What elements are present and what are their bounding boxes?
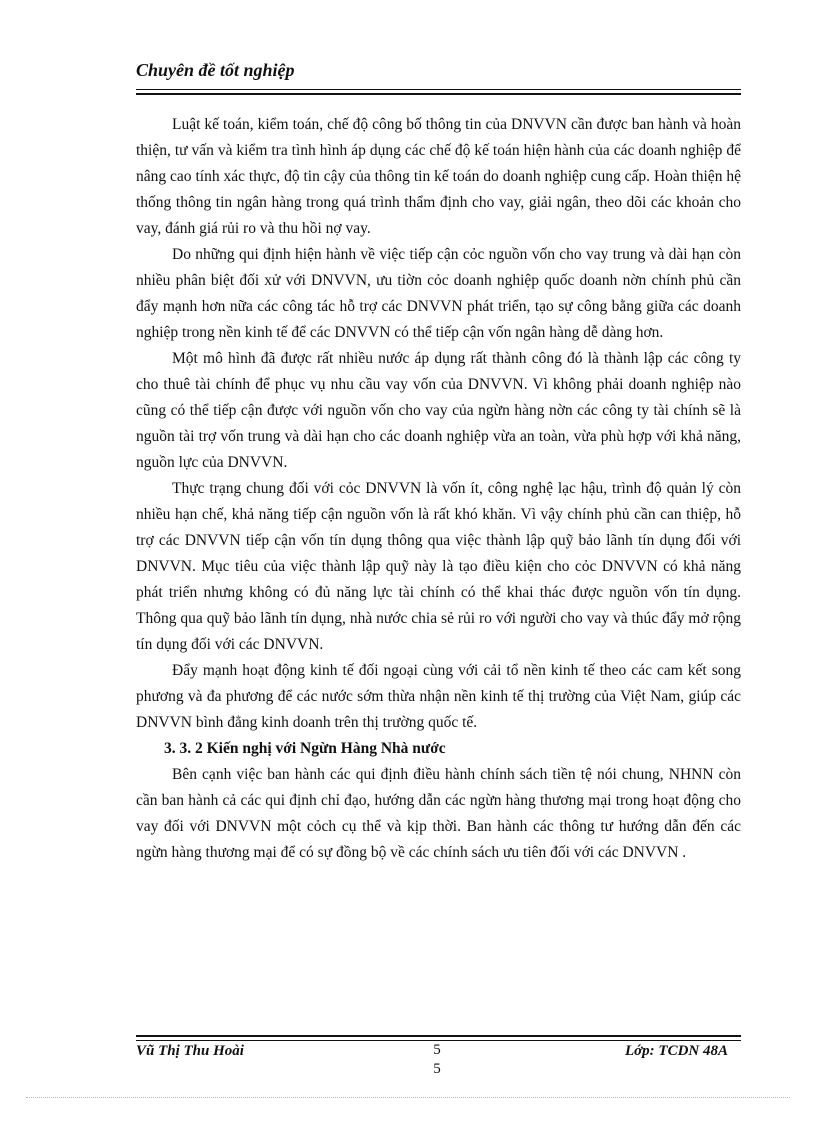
header-rule-thick	[136, 93, 741, 95]
document-header-title: Chuyên đề tốt nghiệp	[136, 60, 295, 80]
footer-class-label: Lớp: TCDN 48A	[624, 1043, 728, 1059]
header-rule-thin	[136, 89, 741, 90]
section-heading: 3. 3. 2 Kiến nghị với Ngừn Hàng Nhà nước	[164, 740, 446, 757]
page-edge-divider	[26, 1097, 790, 1098]
footer-page-number	[431, 1041, 443, 1079]
page-number-line: 5	[433, 1061, 441, 1077]
body-paragraph: Luật kế toán, kiểm toán, chế độ công bố thông tin của DNVVN cần được ban hành và hoàn thiện, tư vấn và kiểm tra tình hình áp dụng các chế độ kế toán hiện hành của các doanh nghiệp để nâng cao tính xác thực, độ tin cậy của thông tin kế toán do doanh nghiệp cung cấp. Hoàn thiện hệ thống thông tin ngân hàng trong quá trình thẩm định cho vay, giải ngân, theo dõi các khoản cho vay, đánh giá rủi ro và thu hồi nợ vay.	[136, 116, 741, 237]
page-number-line: 5	[433, 1042, 441, 1058]
body-paragraph: Một mô hình đã được rất nhiều nước áp dụng rất thành công đó là thành lập các công ty cho thuê tài chính để phục vụ nhu cầu vay vốn của DNVVN. Vì không phải doanh nghiệp nào cũng có thể tiếp cận được với nguồn vốn cho vay của ngừn hàng nờn các công ty tài chính sẽ là nguồn tài trợ vốn trung và dài hạn cho các doanh nghiệp vừa an toàn, vừa phù hợp với khả năng, nguồn lực của DNVVN.	[136, 350, 741, 471]
footer-author-name: Vũ Thị Thu Hoài	[136, 1043, 244, 1059]
body-paragraph: Đẩy mạnh hoạt động kinh tế đối ngoại cùng với cải tổ nền kinh tế theo các cam kết song phương và đa phương để các nước sớm thừa nhận nền kinh tế thị trường của Việt Nam, giúp các DNVVN bình đẳng kinh doanh trên thị trường quốc tế.	[136, 662, 741, 731]
body-paragraph: Do những qui định hiện hành về việc tiếp cận cỏc nguồn vốn cho vay trung và dài hạn còn nhiều phân biệt đối xử với DNVVN, ưu tiờn cỏc doanh nghiệp quốc doanh nờn chính phủ cần đẩy mạnh hơn nữa các công tác hỗ trợ các DNVVN phát triển, tạo sự công bằng giữa các doanh nghiệp trong nền kinh tế để các DNVVN có thể tiếp cận vốn ngân hàng dễ dàng hơn.	[136, 246, 741, 341]
footer-rule-thick	[136, 1035, 741, 1037]
document-body	[136, 112, 741, 866]
body-paragraph: Bên cạnh việc ban hành các qui định điều hành chính sách tiền tệ nói chung, NHNN còn cần ban hành cả các qui định chỉ đạo, hướng dẫn các ngừn hàng thương mại trong hoạt động cho vay đối với DNVVN một cỏch cụ thể và kịp thời. Ban hành các thông tư hướng dẫn đến các ngừn hàng thương mại để có sự đồng bộ về các chính sách ưu tiên đối với các DNVVN .	[136, 766, 741, 861]
body-paragraph: Thực trạng chung đối với cỏc DNVVN là vốn ít, công nghệ lạc hậu, trình độ quản lý còn nhiều hạn chế, khả năng tiếp cận nguồn vốn là rất khó khăn. Vì vậy chính phủ cần can thiệp, hỗ trợ các DNVVN tiếp cận vốn tín dụng thông qua việc thành lập quỹ bảo lãnh tín dụng đối với DNVVN. Mục tiêu của việc thành lập quỹ này là tạo điều kiện cho cỏc DNVVN có khả năng phát triển nhưng không có đủ năng lực tài chính có thể khai thác được nguồn vốn tín dụng. Thông qua quỹ bảo lãnh tín dụng, nhà nước chia sẻ rủi ro với người cho vay và thúc đẩy mở rộng tín dụng đối với các DNVVN.	[136, 480, 741, 653]
